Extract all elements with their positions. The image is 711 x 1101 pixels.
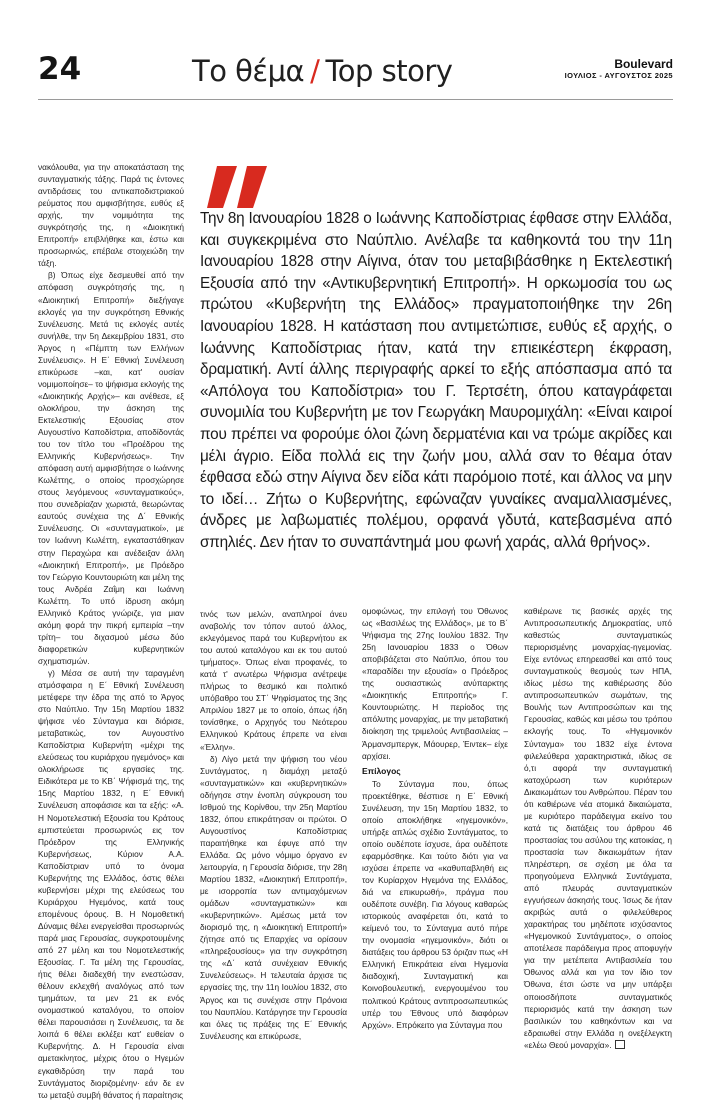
paragraph: β) Όπως είχε δεσμευθεί από την απόφαση συγκρότησής της, η «Διοικητική Επιτροπή» διεξήγαγε εκλογές για την συγκρότηση Εθνικής Συνέλευσης. Μετά τις εκλογές αυτές συνήλθε, την 5η Δεκεμβρίου 1831, στο Άργος η «Πέμπτη των Ελλήνων Συνέλευσις». Η Ε΄ Εθνική Συνέλευση επικύρωσε –και, κατ' ουσίαν νομιμοποίησε– το ψήφισμα εκλογής της «Διοικητικής Αρχής»– και ανέθεσε, εξ ολοκλήρου, την άσκηση της Εκτελεστικής Εξουσίας στον Αυγουστίνο Καποδίστρια, αποδίδοντάς του τον τίτλο του «Προέδρου της Ελληνικής Κυβερνήσεως». Την απόφαση αυτή αμφισβήτησε ο Ιωάννης Κωλέττης, ο οποίος προσχώρησε στους λεγόμενους «συνταγματικούς», που συνεδρίαζαν χωριστά, θεωρώντας εαυτούς συνέχεια της Δ΄ Εθνικής Συνέλευσης. Οι «συνταγματικοί», με τον Ιωάννη Κωλέττη, εγκαταστάθηκαν στην Περαχώρα και ανέδειξαν άλλη «Διοικητική Επιτροπή», με Πρόεδρο τον Γεώργιο Κουντουριώτη και μέλη της τους Ανδρέα Ζαΐμη και Ιωάννη Κωλέττη. Το υπό ίδρυση ακόμη Ελληνικό Κράτος γνώριζε, για μιαν ακόμη φορά την πικρή εμπειρία –την τρίτη– του διχασμού μέσω δύο διαφορετικών κυβερνητικών σχηματισμών.	[38, 270, 184, 666]
paragraph: δ) Λίγο μετά την ψήφιση του νέου Συντάγματος, η διαμάχη μεταξύ «συνταγματικών» και «κυβερνητικών» οδήγησε στην ένοπλη σύγκρουση του Ισθμού της Κορίνθου, την 25η Μαρτίου 1832, όπου επικράτησαν οι πρώτοι. Ο Αυγουστίνος Καποδίστριας παραιτήθηκε και έφυγε από την Ελλάδα. Ως μόνο νόμιμο όργανο εν λειτουργία, η Γερουσία διόρισε, την 28η Μαρτίου 1832, «Διοικητική Επιτροπή», με ισορροπία των αντιμαχόμενων ομάδων «συνταγματικών» και «κυβερνητικών». Αμέσως μετά τον διορισμό της, η «Διοικητική Επιτροπή» ζήτησε από τις Επαρχίες να ορίσουν «πληρεξουσίους» για την συγκρότηση της «Δ΄ κατά συνέχειαν Εθνικής Συνελεύσεως». Η τελευταία άρχισε τις εργασίες της, την 11η Ιουλίου 1832, στο Άργος και τις συνέχισε στην Πρόνοια του Ναυπλίου. Κατάργησε την Γερουσία και όλες τις πράξεις της Ε΄ Εθνικής Συνέλευσης και επικύρωσε,	[200, 753, 347, 1041]
paragraph: ομοφώνως, την επιλογή του Όθωνος ως «Βασιλέως της Ελλάδος», με το Β΄ Ψήφισμα της 27ης Ιουλίου 1832. Την 25η Ιανουαρίου 1833 ο Όθων αποβιβάζεται στο Ναύπλιο, όπου του «παραδίδει την εξουσία» ο Πρόεδρος της ουσιαστικώς ανύπαρκτης «Διοικητικής Επιτροπής» Γ. Κουντουριώτης. Η περίοδος της απόλυτης μοναρχίας, με την μεταβατική διοίκηση της τριμελούς Αντιβασιλείας – Άρμανσμπεργκ, Μάουρερ, Έιντεκ– είχε αρχίσει.	[362, 606, 508, 761]
brand-name: Boulevard	[614, 57, 673, 71]
section-greek: Το θέμα	[192, 54, 305, 88]
quote-mark-icon	[207, 166, 277, 208]
issue-date: ΙΟΥΛΙΟΣ - ΑΥΓΟΥΣΤΟΣ 2025	[564, 71, 673, 80]
paragraph: Το Σύνταγμα που, όπως προεκτέθηκε, θέσπισε η Ε΄ Εθνική Συνέλευση, την 15η Μαρτίου 1832, το οποίο αποκλήθηκε «ηγεμονικόν», υπήρξε απλώς σχέδιο Συντάγματος, το οποίο ουδέποτε ίσχυσε, άρα ουδέποτε εφαρμόσθηκε. Και τούτο διότι για να ισχύσει έπρεπε να «καθυπαβληθή εις τον Κυρίαρχον Ηγεμόνα της Ελλάδος, διά να επικυρωθή», πράγμα που ουδέποτε συνέβη. Για λόγους καθαρώς ιστορικούς αναφέρεται ότι, κατά το κείμενό του, το Σύνταγμα αυτό πήρε την ονομασία «ηγεμονικόν», διότι οι διατάξεις του άρθρου 53 όριζαν πως «Η Ελληνική Επικράτεια είναι Ηγεμονία διαδοχική, Συνταγματική και Κοινοβουλευτική, ενεργουμένου του πολιτικού Κράτους αντιπροσωπευτικώς υπέρ του Έθνους υπό διαφόρων Αρχών». Επρόκειτο για Σύνταγμα που	[362, 778, 508, 1030]
end-of-article-icon	[615, 1040, 625, 1049]
paragraph-text: καθιέρωνε τις βασικές αρχές της Αντιπροσωπευτικής Δημοκρατίας, υπό καθεστώς συνταγματικώς περιορισμένης μοναρχίας-ηγεμονίας. Είχε εντόνως επηρεασθεί και από τους συνταγματικούς θεσμούς των ΗΠΑ, ιδίως μέσω της καθιέρωσης δύο αντιπροσωπευτικών σωμάτων, της Βουλής των Αντιπροσώπων και της Γερουσίας, καθώς και μέσω του τρόπου εκλογής τους. Το «Ηγεμονικόν Σύνταγμα» του 1832 είχε έντονα φιλελεύθερα χαρακτηριστικά, ιδίως σε ό,τι αφορά την συνταγματική κατοχύρωση των κυριότερων Δικαιωμάτων του Ανθρώπου. Πέραν του ότι καθιέρωνε νέα ατομικά δικαιώματα, με κυριότερο παράδειγμα εκείνο του κατά τις διατάξεις του άρθρου 46 προστασίας του ασύλου της κατοικίας, η προστασία των δικαιωμάτων ήταν πληρέστερη, σε σχέση με όλα τα προηγούμενα Ελληνικά Συντάγματα, από πλευράς συνταγματικών εγγυήσεων άσκησής τους. Ίσως δε ήταν ακριβώς αυτά ο φιλελεύθερος χαρακτήρας του μηδέποτε ισχύσαντος «Ηγεμονικού Συντάγματος», ο οποίος αποτέλεσε παράδειγμα προς αποφυγήν για την μετέπειτα Αντιβασιλεία του Όθωνος αλλά και για τον ίδιο τον Όθωνα, έτσι ώστε να μην υπάρξει οποιοσδήποτε συνταγματικός περιορισμός κατά την άσκηση των βασιλικών του καθηκόντων και να εδραιωθεί στην Ελλάδα η ονεξέλεγκτη «ελέω Θεού μοναρχία».	[524, 606, 672, 1050]
article-column-3	[362, 605, 508, 1031]
section-english: Top story	[325, 54, 453, 88]
article-column-2	[200, 608, 347, 1042]
paragraph: γ) Μέσα σε αυτή την ταραγμένη ατμόσφαιρα η Ε΄ Εθνική Συνέλευση μετέφερε την έδρα της από το Άργος στο Ναύπλιο. Την 15η Μαρτίου 1832 ψήφισε νέο Σύνταγμα και διόρισε, μεταβατικώς, τον Αυγουστίνο Καποδίστρια Κυβερνήτη «μέχρι της ελεύσεως του κυριάρχου ηγεμόνος» και ολοκλήρωσε τις εργασίες της. Ειδικότερα με το ΚΒ΄ Ψήφισμά της, της 15ης Μαρτίου 1832, η Ε΄ Εθνική Συνέλευση αποφάσισε και τα εξής: «Α. Η Νομοτελεστική Εξουσία του Κράτους εμπιστεύεται προσωρινώς εις τον Πρόεδρον της Ελληνικής Κυβερνήσεως, Κύριον Α.Α. Καποδίστριαν υπό το όνομα Κυβερνήτης της Ελλάδος, όστις θέλει κυβερνήσει μέχρι της ελεύσεως του Κυριάρχου Ηγεμόνος, κατά τους επομένους όρους. Β. Η Νομοθετική Δύναμις θέλει ενεργείσθαι προσωρινώς παρά μιας Γερουσίας, συγκροτουμένης από 27 μέλη και του Νομοτελεστικής Εξουσίας. Γ. Τα μέλη της Γερουσίας, ήτις θέλει διαδεχθή την ενεστώσαν, θέλουν εκλεχθή αναλόγως από των τμημάτων, τα μεν 21 εκ ενός ονομαστικού καταλόγου, το οποίον θέλει παρουσιάσει η Συνέλευσις, τα δε λοιπά 6 θέλει εκλέξει κατ' ευθείαν ο Κυβερνήτης. Δ. Η Γερουσία είναι αμετακίνητος, μέχρις ότου ο Ηγεμών εγκαθιδρύση την παρά του Συντάγματος διοριζομένην· εάν δε εν τω μεταξύ συμβή θάνατος ή παραίτησις	[38, 667, 184, 1100]
header-rule	[38, 99, 673, 100]
section-heading-epilogue: Επίλογος	[362, 765, 401, 776]
paragraph	[524, 605, 672, 1051]
paragraph: νακόλουθα, για την αποκατάσταση της συνταγματικής τάξης. Παρά τις έντονες αντιδράσεις του αντικαποδιστριακού ρεύματος που αμφισβήτησε, ευθύς εξ αρχής, την νομιμότητα της συγκρότησής της, η «Διοικητική Επιτροπή» επιβλήθηκε και, έστω και προσωρινώς, επέβαλε στοιχειώδη την τάξη.	[38, 162, 184, 269]
article-column-4	[524, 605, 672, 1051]
pull-quote: Την 8η Ιανουαρίου 1828 ο Ιωάννης Καποδίστριας έφθασε στην Ελλάδα, και συγκεκριμένα στο Ναύπλιο. Ανέλαβε τα καθηκοντά του την 11η Ιανουαρίου 1828 στην Αίγινα, όταν του μεταβιβάσθηκε η Εκτελεστική Εξουσία από την «Αντικυβερνητική Επιτροπή». Η ορκωμοσία του ως πρώτου «Κυβερνήτη της Ελλάδος» πραγματοποιήθηκε την 26η Ιανουαρίου 1828. Η κατάσταση που αντιμετώπισε, ευθύς εξ αρχής, ο Ιωάννης Καποδίστριας ήταν, κατά την επιεικέστερη έκφραση, δραματική. Αντί άλλης περιγραφής αρκεί το εξής απόσπασμα από τα «Απόλογα του Καποδίστρια» του Γ. Τερτσέτη, όπου καταγράφεται συνομιλία του Κυβερνήτη με τον Γεωργάκη Μαυρομιχάλη: «Είναι καιροί που πρέπει να φορούμε όλοι ζώνη δερματένια και να τρώμε ακρίδες και μέλι άγριο. Είδα πολλά εις την ζωήν μου, αλλά σαν το θέαμα όταν έφθασα εδώ στην Αίγινα δεν είδα κάτι παρόμοιο ποτέ, και άλλος να μην το ιδεί… Ζήτω ο Κυβερνήτης, εφώναζαν γυναίκες αναμαλλιασμένες, άνδρες με λαβωματιές πολέμου, ορφανά γδυτά, κατεβασμένα από σπηλιές. Δεν ήταν το συναπάντημά μου φωνή χαράς, αλλά θρήνος».	[200, 210, 672, 551]
section-title	[192, 53, 452, 89]
section-separator: /	[310, 54, 320, 88]
article-column-1	[38, 161, 184, 1101]
paragraph: τινός των μελών, αναπληροί άνευ αναβολής τον τόπον αυτού άλλος, εκλεγόμενος παρά του Κυβερνήτου εκ του αυτού καταλόγου και εκ του αυτού τμήματος». Όπως είναι προφανές, το κατά τ' ανωτέρω Ψήφισμα ανέτρεψε πλήρως το θεσμικό και πολιτικό υπόβαθρο του ΣΤ΄ Ψηφίσματος της 3ης Απριλίου 1827 με το οποίο, όπως ήδη τονίσθηκε, ο Αρχηγός του Νεότερου Ελληνικού Κράτους έπρεπε να είναι «Έλλην».	[200, 609, 347, 752]
page-number: 24	[38, 51, 82, 87]
masthead	[565, 58, 673, 81]
